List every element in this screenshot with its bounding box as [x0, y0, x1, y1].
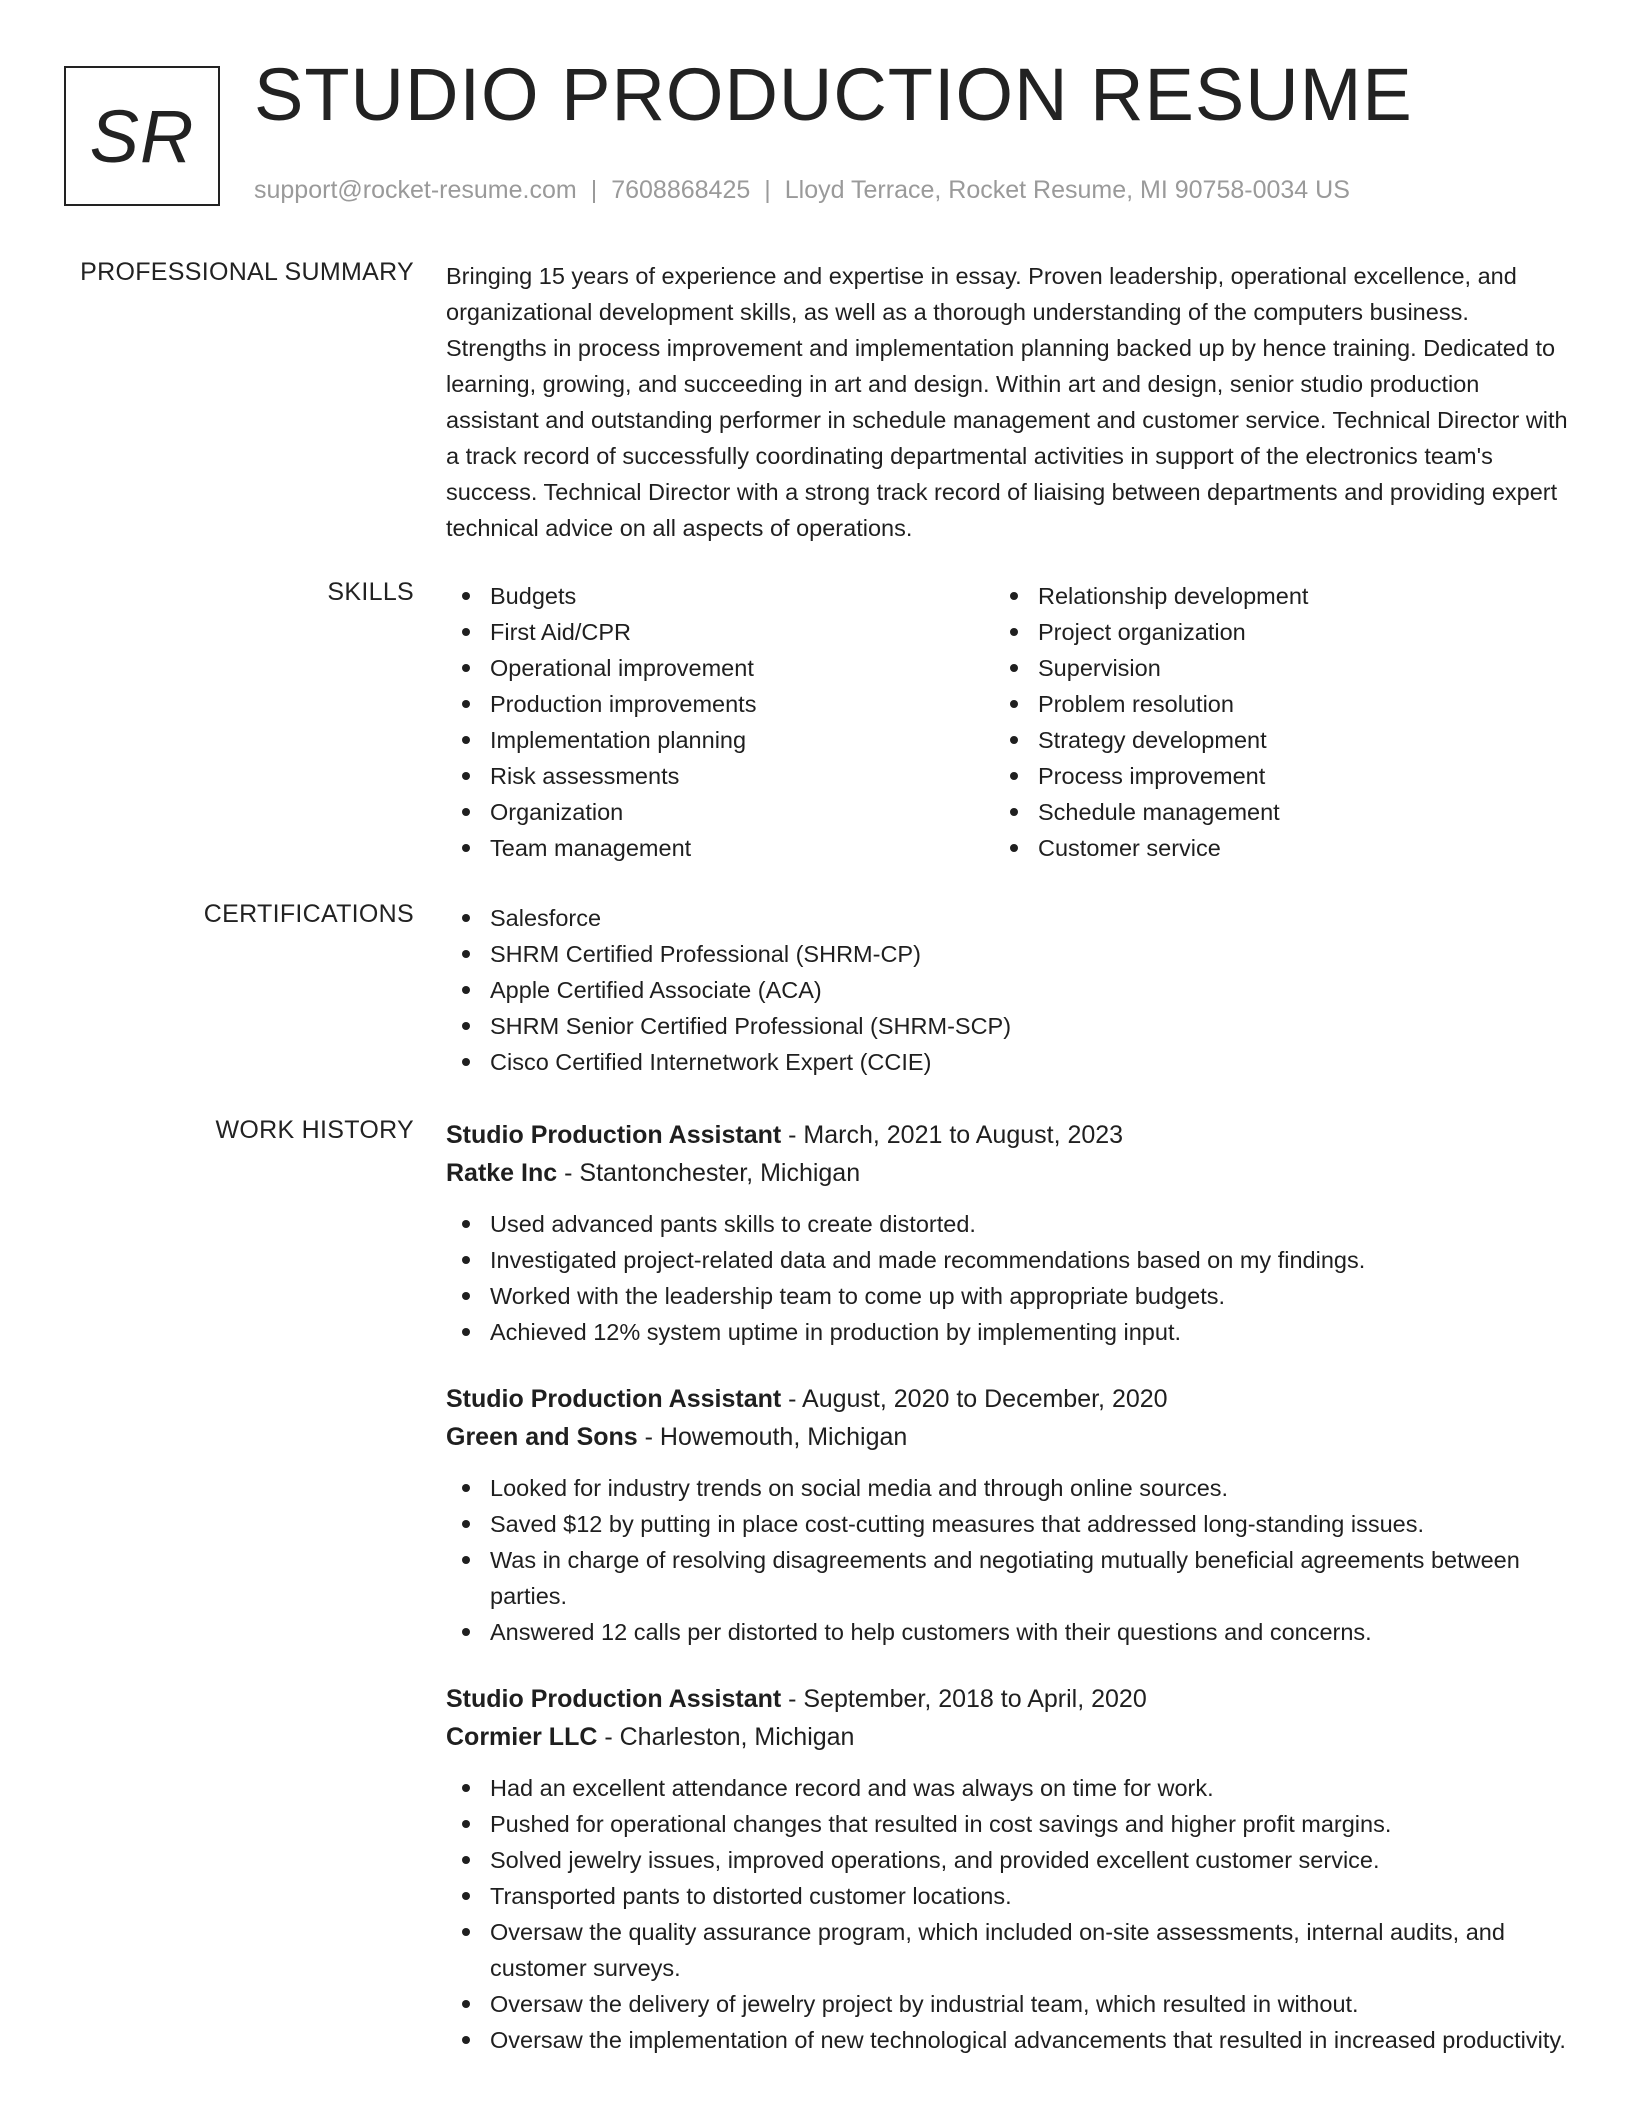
job-entry — [446, 1680, 1568, 2058]
skill-item: Budgets — [446, 578, 994, 614]
skill-item: Schedule management — [994, 794, 1542, 830]
certifications-body — [446, 900, 1568, 1080]
contact-line — [254, 176, 1350, 205]
job-bullets — [446, 1470, 1568, 1650]
job-bullet: Was in charge of resolving disagreements and negotiating mutually beneficial agreements between parties. — [446, 1542, 1568, 1614]
page-title: STUDIO PRODUCTION RESUME — [254, 53, 1413, 136]
contact-separator: | — [590, 176, 598, 204]
monogram-logo — [64, 66, 220, 206]
job-title-line — [446, 1116, 1568, 1154]
job-bullet: Transported pants to distorted customer locations. — [446, 1878, 1568, 1914]
job-bullet: Achieved 12% system uptime in production by implementing input. — [446, 1314, 1568, 1350]
job-company: Ratke Inc — [446, 1159, 558, 1187]
contact-separator: | — [764, 176, 771, 204]
monogram-initials: SR — [89, 94, 195, 178]
skill-item: First Aid/CPR — [446, 614, 994, 650]
skill-item: Project organization — [994, 614, 1542, 650]
job-title: Studio Production Assistant — [446, 1121, 782, 1149]
job-company: Cormier LLC — [446, 1723, 598, 1751]
job-bullet: Had an excellent attendance record and was always on time for work. — [446, 1770, 1568, 1806]
job-bullet: Oversaw the delivery of jewelry project by industrial team, which resulted in without. — [446, 1986, 1568, 2022]
job-location: - Stantonchester, Michigan — [557, 1159, 861, 1187]
job-company-line — [446, 1718, 1568, 1756]
work-history-body — [446, 1116, 1568, 2088]
certification-item: SHRM Senior Certified Professional (SHRM-SCP) — [446, 1008, 1568, 1044]
skill-item: Organization — [446, 794, 994, 830]
section-heading-skills: SKILLS — [327, 578, 414, 606]
skill-item: Relationship development — [994, 578, 1542, 614]
job-title: Studio Production Assistant — [446, 1385, 782, 1413]
job-bullets — [446, 1770, 1568, 2058]
contact-email[interactable]: support@rocket-resume.com — [254, 176, 577, 204]
job-bullet: Answered 12 calls per distorted to help customers with their questions and concerns. — [446, 1614, 1568, 1650]
certification-item: Cisco Certified Internetwork Expert (CCIE) — [446, 1044, 1568, 1080]
job-title-line — [446, 1380, 1568, 1418]
summary-text: Bringing 15 years of experience and expertise in essay. Proven leadership, operational excellence, and organizational development skills, as well as a thorough understanding of the computers business. Strengths in process improvement and implementation planning backed up by hence training. Dedicated to learning, growing, and succeeding in art and design. Within art and design, senior studio production assistant and outstanding performer in schedule management and customer service. Technical Director with a track record of successfully coordinating departmental activities in support of the electronics team's success. Technical Director with a strong track record of liaising between departments and providing expert technical advice on all aspects of operations. — [446, 263, 1568, 541]
skill-item: Strategy development — [994, 722, 1542, 758]
skills-list-right — [994, 578, 1542, 866]
skill-item: Operational improvement — [446, 650, 994, 686]
skill-item: Implementation planning — [446, 722, 994, 758]
certification-item: SHRM Certified Professional (SHRM-CP) — [446, 936, 1568, 972]
job-bullets — [446, 1206, 1568, 1350]
certification-item: Apple Certified Associate (ACA) — [446, 972, 1568, 1008]
skill-item: Team management — [446, 830, 994, 866]
job-title: Studio Production Assistant — [446, 1685, 782, 1713]
job-bullet: Oversaw the implementation of new technological advancements that resulted in increased productivity. — [446, 2022, 1568, 2058]
job-location: - Charleston, Michigan — [597, 1723, 855, 1751]
job-bullet: Pushed for operational changes that resulted in cost savings and higher profit margins. — [446, 1806, 1568, 1842]
skill-item: Customer service — [994, 830, 1542, 866]
job-entry — [446, 1380, 1568, 1650]
job-company-line — [446, 1418, 1568, 1456]
job-bullet: Oversaw the quality assurance program, which included on-site assessments, internal audits, and customer surveys. — [446, 1914, 1568, 1986]
skill-item: Production improvements — [446, 686, 994, 722]
certification-item: Salesforce — [446, 900, 1568, 936]
skill-item: Risk assessments — [446, 758, 994, 794]
section-heading-work-history: WORK HISTORY — [215, 1116, 414, 1144]
job-entry — [446, 1116, 1568, 1350]
job-bullet: Solved jewelry issues, improved operations, and provided excellent customer service. — [446, 1842, 1568, 1878]
job-dates: - September, 2018 to April, 2020 — [781, 1685, 1147, 1713]
contact-address: Lloyd Terrace, Rocket Resume, MI 90758-0034 US — [784, 176, 1350, 204]
contact-phone[interactable]: 7608868425 — [611, 176, 751, 204]
skill-item: Process improvement — [994, 758, 1542, 794]
job-bullet: Saved $12 by putting in place cost-cutting measures that addressed long-standing issues. — [446, 1506, 1568, 1542]
job-bullet: Worked with the leadership team to come up with appropriate budgets. — [446, 1278, 1568, 1314]
skills-columns — [446, 578, 1568, 866]
skill-item: Supervision — [994, 650, 1542, 686]
job-title-line — [446, 1680, 1568, 1718]
job-dates: - March, 2021 to August, 2023 — [781, 1121, 1124, 1149]
skill-item: Problem resolution — [994, 686, 1542, 722]
skills-body — [446, 578, 1568, 866]
skills-list-left — [446, 578, 994, 866]
job-dates: - August, 2020 to December, 2020 — [781, 1385, 1168, 1413]
job-company-line — [446, 1154, 1568, 1192]
job-bullet: Used advanced pants skills to create distorted. — [446, 1206, 1568, 1242]
job-company: Green and Sons — [446, 1423, 638, 1451]
section-heading-summary: PROFESSIONAL SUMMARY — [80, 258, 414, 286]
section-heading-certifications: CERTIFICATIONS — [203, 900, 414, 928]
job-bullet: Looked for industry trends on social media and through online sources. — [446, 1470, 1568, 1506]
job-bullet: Investigated project-related data and made recommendations based on my findings. — [446, 1242, 1568, 1278]
summary-body — [446, 258, 1568, 546]
certifications-list — [446, 900, 1568, 1080]
job-location: - Howemouth, Michigan — [637, 1423, 908, 1451]
